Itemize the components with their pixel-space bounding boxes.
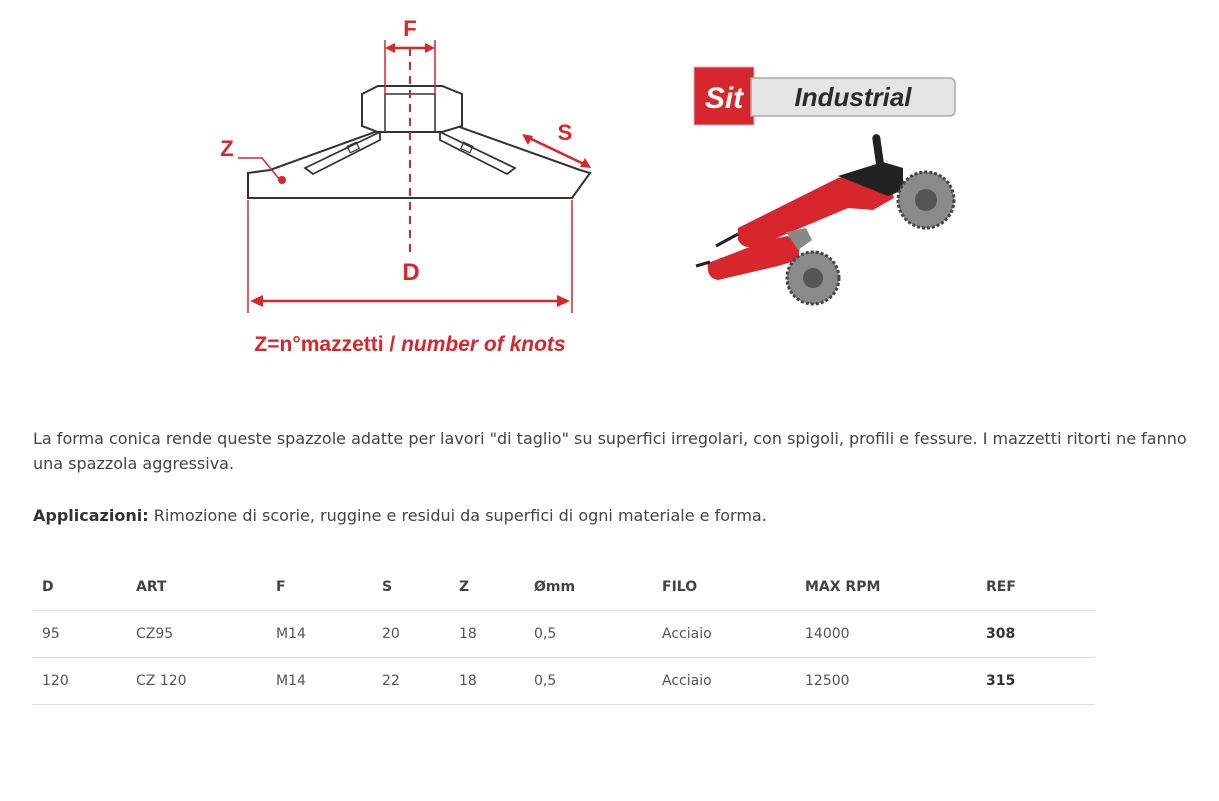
cell-ref: 315 (976, 658, 1095, 705)
specifications-table (32, 563, 1095, 705)
cell-max-rpm: 14000 (795, 611, 976, 658)
col-header-f: F (266, 563, 372, 611)
cell-d: 95 (32, 611, 126, 658)
cell-art: CZ95 (126, 611, 266, 658)
label-z: Z (220, 136, 234, 161)
applications-text: Rimozione di scorie, ruggine e residui da superfici di ogni materiale e forma. (148, 506, 767, 525)
cell-f: M14 (266, 611, 372, 658)
cell-f: M14 (266, 658, 372, 705)
cell-max-rpm: 12500 (795, 658, 976, 705)
col-header-diameter: Ømm (524, 563, 652, 611)
product-description: La forma conica rende queste spazzole adatte per lavori "di taglio" su superfici irregolari, con spigoli, profili e fessure. I mazzetti ritorti ne fanno una spazzola aggressiva. (33, 429, 1187, 473)
col-header-s: S (372, 563, 449, 611)
logo-mark: Sit (704, 82, 744, 115)
cell-diameter: 0,5 (524, 658, 652, 705)
col-header-art: ART (126, 563, 266, 611)
cell-ref: 308 (976, 611, 1095, 658)
table-row (32, 658, 1095, 705)
col-header-z: Z (449, 563, 524, 611)
col-header-ref: REF (976, 563, 1095, 611)
cell-filo: Acciaio (652, 611, 795, 658)
cell-art: CZ 120 (126, 658, 266, 705)
label-f: F (403, 16, 417, 41)
table-row (32, 611, 1095, 658)
cell-d: 120 (32, 658, 126, 705)
angle-grinder-image (688, 128, 963, 308)
cell-diameter: 0,5 (524, 611, 652, 658)
cell-z: 18 (449, 611, 524, 658)
applications-paragraph (33, 503, 1203, 528)
col-header-filo: FILO (652, 563, 795, 611)
sit-industrial-logo (693, 66, 957, 126)
cell-filo: Acciaio (652, 658, 795, 705)
label-d: D (402, 259, 420, 286)
diagram-caption: Z=n°mazzetti / number of knots (254, 333, 566, 356)
hex-nut (362, 86, 462, 132)
table-header-row (32, 563, 1095, 611)
col-header-max-rpm: MAX RPM (795, 563, 976, 611)
applications-label: Applicazioni: (33, 506, 149, 525)
label-s: S (557, 120, 573, 145)
cell-z: 18 (449, 658, 524, 705)
brush-dimension-diagram (180, 8, 600, 368)
col-header-d: D (32, 563, 126, 611)
logo-text: Industrial (794, 82, 912, 112)
cell-s: 20 (372, 611, 449, 658)
cell-s: 22 (372, 658, 449, 705)
